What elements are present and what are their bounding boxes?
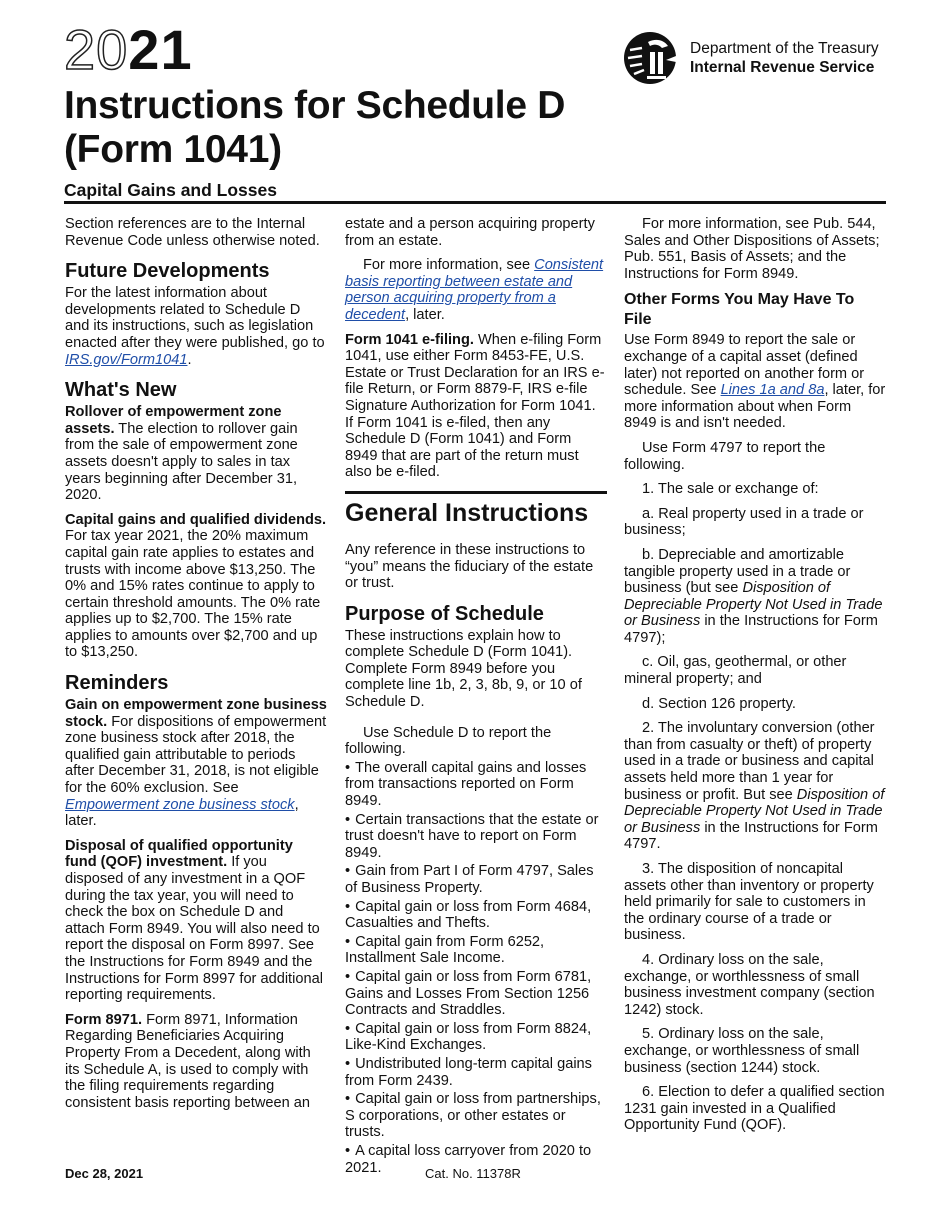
rollover-paragraph: Rollover of empowerment zone assets. The election to rollover gain from the sale of empowerment zone assets doesn't apply to sales in tax years beginning after December 31, 2020. (65, 404, 298, 504)
column-2 (345, 216, 607, 1178)
item-6: 6. Election to defer a qualified section 1231 gain invested in a Qualified Opportunity Fund (QOF). (624, 1084, 885, 1134)
column-3 (624, 216, 886, 1142)
title-line-2: (Form 1041) (64, 128, 282, 171)
future-developments-heading: Future Developments (65, 260, 270, 283)
list-item: • The overall capital gains and losses from transactions reported on Form 8949. (345, 760, 607, 810)
item-1b: b. Depreciable and amortizable tangible property used in a trade or business (but see Disposition of Depreciable Property Not Used in Trade or Business in the Instructions for Form 4797); (624, 546, 883, 646)
reminders-heading: Reminders (65, 672, 169, 695)
general-instructions-text: Any reference in these instructions to “you” means the fiduciary of the estate or trust. (345, 541, 594, 592)
list-item: • Certain transactions that the estate or trust doesn't have to report on Form 8949. (345, 812, 607, 862)
other-forms-text: Use Form 8949 to report the sale or exchange of a capital asset (defined later) not reported on another form or schedule. See Lines 1a and 8a, later, for more information about when Form 8949 is and isn't needed. (624, 332, 886, 432)
tax-year (64, 18, 193, 81)
item-1c: c. Oil, gas, geothermal, or other mineral property; and (624, 654, 847, 688)
item-2: 2. The involuntary conversion (other than from casualty or theft) of property used in a trade or business and capital assets held more than 1 year for business or profit. But see Disposition of Depreciable Property Not Used in Trade or Business in the Instructions for Form 4797. (624, 720, 885, 853)
footer-catalog-number: Cat. No. 11378R (425, 1166, 521, 1181)
irs-eagle-logo-icon (622, 30, 686, 86)
list-item: • Capital gain or loss from Form 4684, Casualties and Thefts. (345, 899, 607, 932)
list-item: • A capital loss carryover from 2020 to 2021. (345, 1143, 607, 1176)
whats-new-heading: What's New (65, 379, 177, 402)
irs-form1041-link[interactable]: IRS.gov/Form1041 (65, 351, 188, 368)
list-item: • Capital gain or loss from partnerships, S corporations, or other estates or trusts. (345, 1091, 607, 1141)
consistent-basis-paragraph: For more information, see Consistent basis reporting between estate and person acquiring property from a decedent, later. (345, 257, 604, 323)
publications-text: For more information, see Pub. 544, Sales and Other Dispositions of Assets; Pub. 551, Basis of Assets; and the Instructions for Form 8949. (624, 216, 880, 282)
continued-text: estate and a person acquiring property from an estate. (345, 216, 595, 249)
document-subtitle: Capital Gains and Losses (64, 180, 277, 200)
title-line-1: Instructions for Schedule D (64, 84, 566, 127)
item-1d: d. Section 126 property. (642, 695, 796, 712)
item-4: 4. Ordinary loss on the sale, exchange, or worthlessness of small business investment company (section 1242) stock. (624, 951, 875, 1018)
consistent-basis-link[interactable]: Consistent basis reporting between estate and person acquiring property from a decedent (345, 257, 604, 323)
schedule-d-bullet-list (345, 760, 607, 1176)
item-5: 5. Ordinary loss on the sale, exchange, or worthlessness of small business (section 1244) stock. (624, 1026, 860, 1076)
empowerment-zone-link[interactable]: Empowerment zone business stock (65, 796, 295, 813)
lines-1a-8a-link[interactable]: Lines 1a and 8a (720, 382, 825, 399)
efile-paragraph: Form 1041 e-filing. When e-filing Form 1041, use either Form 8453-FE, U.S. Estate or Trust Declaration for an IRS e-file Return, or Form 8879-F, IRS e-file Signature Authorization for Form 1041. If Form 1041 is e-filed, then any Schedule D (Form 1041) and Form 8949 that are part of the return must also be e-filed. (345, 331, 605, 481)
list-item: • Capital gain or loss from Form 6781, Gains and Losses From Section 1256 Contracts and Straddles. (345, 969, 607, 1019)
item-3: 3. The disposition of noncapital assets other than inventory or property held primarily for sale to customers in the ordinary course of a trade or business. (624, 861, 874, 944)
capital-gains-paragraph: Capital gains and qualified dividends. For tax year 2021, the 20% maximum capital gain rate applies to estates and trusts with income above $13,250. The 0% and 15% rates continue to apply to certain threshold amounts. The 0% rate applies up to $2,700. The 15% rate applies to amounts over $2,700 and up to $13,250. (65, 511, 327, 661)
year-bold: 21 (128, 18, 193, 81)
list-item: • Capital gain or loss from Form 8824, Like-Kind Exchanges. (345, 1021, 607, 1054)
agency-irs: Internal Revenue Service (690, 59, 875, 76)
agency-department: Department of the Treasury (690, 40, 879, 57)
empowerment-zone-paragraph: Gain on empowerment zone business stock. For dispositions of empowerment zone business stock after 2018, the qualified gain attributable to periods after December 31, 2018, is not eligible for the 60% exclusion. See Empowerment zone business stock, later. (65, 697, 327, 830)
qof-paragraph: Disposal of qualified opportunity fund (QOF) investment. If you disposed of any investment in a QOF during the tax year, you will need to check the box on Schedule D and attach Form 8949. You will also need to report the disposal on Form 8997. See the Instructions for Form 8949 and the Instructions for Form 8997 for additional reporting requirements. (65, 837, 323, 1004)
footer-date: Dec 28, 2021 (65, 1166, 144, 1181)
item-1a: a. Real property used in a trade or business; (624, 505, 864, 539)
general-instructions-heading: General Instructions (345, 491, 607, 528)
agency-block (622, 30, 879, 86)
purpose-text: These instructions explain how to complete Schedule D (Form 1041). Complete Form 8949 before you complete line 1b, 2, 3, 8b, 9, or 10 of Schedule D. (345, 627, 582, 711)
intro-text: Section references are to the Internal Revenue Code unless otherwise noted. (65, 216, 320, 249)
header-rule (64, 201, 886, 204)
column-1 (65, 216, 327, 1119)
item-1: 1. The sale or exchange of: (642, 481, 819, 498)
document-title (64, 84, 565, 172)
other-forms-heading: Other Forms You May Have To File (624, 291, 855, 329)
list-item: • Capital gain from Form 6252, Installment Sale Income. (345, 934, 607, 967)
form-8971-paragraph: Form 8971. Form 8971, Information Regarding Beneficiaries Acquiring Property From a Decedent, along with its Schedule A, is used to comply with the filing requirements regarding consistent basis reporting between an (65, 1011, 311, 1111)
purpose-heading: Purpose of Schedule (345, 602, 544, 625)
use-schedule-text: Use Schedule D to report the following. (345, 724, 552, 758)
year-outline: 20 (64, 18, 129, 81)
form-4797-text: Use Form 4797 to report the following. (624, 439, 826, 473)
list-item: • Undistributed long-term capital gains from Form 2439. (345, 1056, 607, 1089)
future-developments-text: For the latest information about developments related to Schedule D and its instructions, such as legislation enacted after they were published, go to IRS.gov/Form1041. (65, 285, 325, 368)
list-item: • Gain from Part I of Form 4797, Sales of Business Property. (345, 863, 607, 896)
